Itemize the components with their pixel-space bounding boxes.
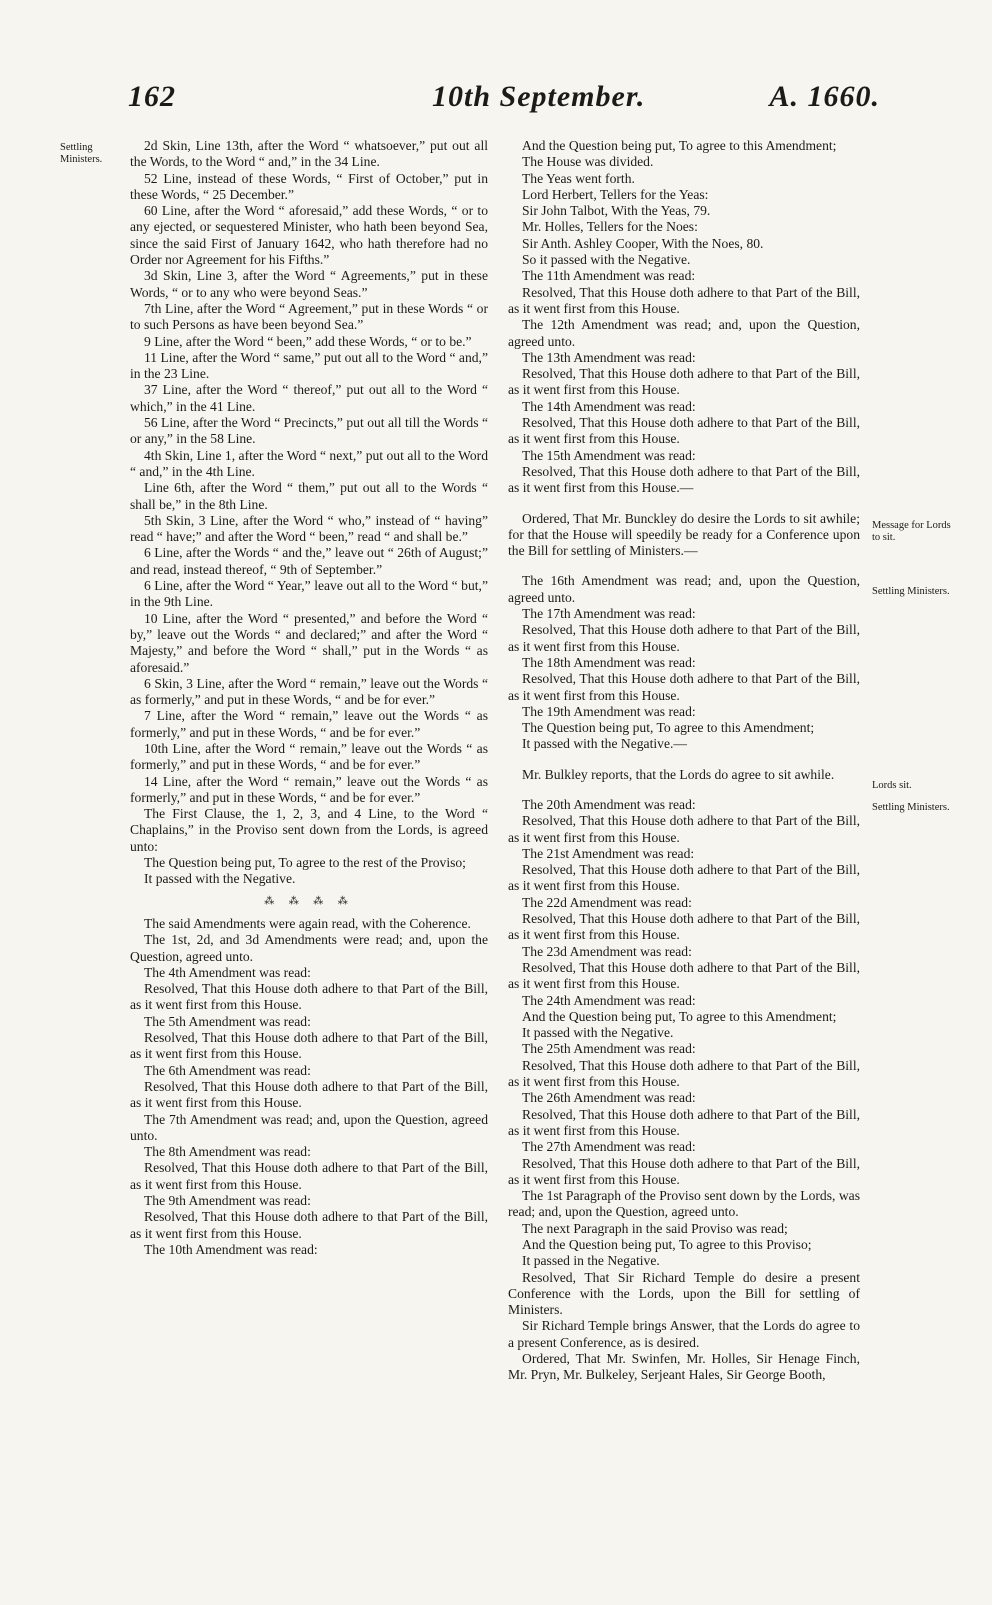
paragraph: 37 Line, after the Word “ thereof,” put out all to the Word “ which,” in the 41 Line. <box>130 382 488 414</box>
paragraph: Resolved, That this House doth adhere to that Part of the Bill, as it went first from this House. <box>130 1209 488 1241</box>
paragraph: The First Clause, the 1, 2, 3, and 4 Line, to the Word “ Chaplains,” in the Proviso sent down from the Lords, is agreed unto: <box>130 806 488 854</box>
paragraph: The 23d Amendment was read: <box>522 943 692 959</box>
lords-report-paragraph: Mr. Bulkley reports, that the Lords do agree to sit awhile. <box>522 766 835 782</box>
paragraph: The 21st Amendment was read: <box>522 845 695 861</box>
paragraph: The 4th Amendment was read: <box>144 964 311 980</box>
paragraph: 5th Skin, 3 Line, after the Word “ who,” instead of “ having” read “ have;” and after the Word “ been,” read “ and shall be.” <box>130 512 488 545</box>
paragraph: Resolved, That this House doth adhere to that Part of the Bill, as it went first from this House. <box>508 1155 860 1187</box>
paragraph: Resolved, That this House doth adhere to that Part of the Bill, as it went first from this House. <box>508 284 860 316</box>
paragraph: Line 6th, after the Word “ them,” put out all to the Words “ shall be,” in the 8th Line. <box>130 480 488 512</box>
paragraph: The 17th Amendment was read: <box>522 606 696 622</box>
paragraph: Resolved, That this House doth adhere to that Part of the Bill, as it went first from this House. <box>508 813 860 845</box>
paragraph: The House was divided. <box>522 154 654 170</box>
paragraph: The next Paragraph in the said Proviso was read; <box>522 1220 788 1236</box>
paragraph: And the Question being put, To agree to this Amendment; <box>522 1008 837 1024</box>
paragraph: The 22d Amendment was read: <box>522 894 692 910</box>
margin-note-lords-sit: Lords sit. <box>872 780 912 791</box>
paragraph: It passed in the Negative. <box>522 1253 660 1269</box>
paragraph: 11 Line, after the Word “ same,” put out all to the Word “ and,” in the 23 Line. <box>130 349 488 382</box>
paragraph: 6 Line, after the Word “ Year,” leave out all to the Word “ but,” in the 9th Line. <box>130 578 488 610</box>
paragraph: Resolved, That this House doth adhere to that Part of the Bill, as it went first from this House. <box>508 622 860 654</box>
paragraph: The 6th Amendment was read: <box>144 1062 311 1078</box>
paragraph: The 7th Amendment was read; and, upon the Question, agreed unto. <box>130 1111 488 1143</box>
paragraph: And the Question being put, To agree to this Proviso; <box>522 1237 812 1252</box>
paragraph: The said Amendments were again read, with the Coherence. <box>144 915 471 931</box>
tellers-row: Sir Anth. Ashley Cooper, With the Noes, 80. <box>522 235 764 251</box>
paragraph: The Question being put, To agree to the rest of the Proviso; <box>144 855 466 871</box>
paragraph: The 25th Amendment was read: <box>522 1041 696 1057</box>
paragraph: 52 Line, instead of these Words, “ First of October,” put in these Words, “ 25 December.” <box>130 170 488 202</box>
paragraph: 9 Line, after the Word “ been,” add these Words, “ or to be.” <box>144 333 472 349</box>
paragraph: The 11th Amendment was read: <box>522 268 696 284</box>
message-paragraph: Ordered, That Mr. Bunckley do desire the Lords to sit awhile; for that the House will speedily be ready for a Conference upon the Bill for settling of Ministers.— <box>508 510 860 559</box>
paragraph: Resolved, That Sir Richard Temple do desire a present Conference with the Lords, upon the Bill for settling of Ministers. <box>508 1269 860 1318</box>
paragraph: Resolved, That this House doth adhere to that Part of the Bill, as it went first from this House. <box>508 415 860 447</box>
page-year: A. 1660. <box>769 80 880 113</box>
paragraph: The 13th Amendment was read: <box>522 349 696 365</box>
paragraph: It passed with the Negative. <box>144 871 296 887</box>
page-header <box>120 80 880 124</box>
paragraph: Resolved, That this House doth adhere to that Part of the Bill, as it went first from this House. <box>130 1030 488 1062</box>
paragraph: 60 Line, after the Word “ aforesaid,” add these Words, “ or to any ejected, or sequestered Minister, who hath been beyond Sea, since the said First of January 1642, who hath therefore had no Order nor Agreement for his Fifths.” <box>130 203 488 268</box>
paragraph: Resolved, That this House doth adhere to that Part of the Bill, as it went first from this House. <box>508 671 860 703</box>
paragraph: The 16th Amendment was read; and, upon the Question, agreed unto. <box>508 573 860 605</box>
paragraph: The 14th Amendment was read: <box>522 398 696 414</box>
paragraph: Resolved, That this House doth adhere to that Part of the Bill, as it went first from this House. <box>508 1057 860 1090</box>
paragraph: The 9th Amendment was read: <box>144 1193 311 1208</box>
paragraph: 10th Line, after the Word “ remain,” leave out the Words “ as formerly,” and put in these Words, “ and be for ever.” <box>130 740 488 773</box>
right-column <box>508 138 860 1384</box>
paragraph: 10 Line, after the Word “ presented,” and before the Word “ by,” leave out the Words “ and declared;” and after the Word “ Majesty,” and before the Word “ shall,” put in the Words “ as aforesaid.” <box>130 610 488 675</box>
paragraph: The 20th Amendment was read: <box>522 796 696 812</box>
paragraph: The 24th Amendment was read: <box>522 992 696 1008</box>
paragraph: The 27th Amendment was read: <box>522 1139 696 1155</box>
paragraph: 3d Skin, Line 3, after the Word “ Agreements,” put in these Words, “ or to any who were beyond Seas.” <box>130 268 488 300</box>
tellers-row: Lord Herbert, Tellers for the Yeas: <box>522 186 709 202</box>
paragraph: So it passed with the Negative. <box>522 252 691 268</box>
left-column <box>130 138 488 1258</box>
margin-note-message: Message for Lords to sit. <box>872 520 951 543</box>
paragraph: Resolved, That this House doth adhere to that Part of the Bill, as it went first from this House. <box>130 981 488 1013</box>
page-number: 162 <box>128 80 176 113</box>
paragraph: Resolved, That this House doth adhere to that Part of the Bill, as it went first from this House.— <box>508 463 860 496</box>
paragraph: 4th Skin, Line 1, after the Word “ next,” put out all to the Word “ and,” in the 4th Line. <box>130 447 488 479</box>
paragraph: 56 Line, after the Word “ Precincts,” put out all till the Words “ or any,” in the 58 Line. <box>130 415 488 447</box>
paragraph: Resolved, That this House doth adhere to that Part of the Bill, as it went first from this House. <box>508 366 860 398</box>
paragraph: The 18th Amendment was read: <box>522 654 696 670</box>
paragraph: The 15th Amendment was read: <box>522 447 696 463</box>
paragraph: And the Question being put, To agree to this Amendment; <box>522 138 837 153</box>
paragraph: Resolved, That this House doth adhere to that Part of the Bill, as it went first from this House. <box>130 1160 488 1192</box>
page-date: 10th September. <box>432 80 646 113</box>
paragraph: 7 Line, after the Word “ remain,” leave out the Words “ as formerly,” and put in these Words, “ and be for ever.” <box>130 708 488 740</box>
paragraph: The 1st Paragraph of the Proviso sent down by the Lords, was read; and, upon the Question, agreed unto. <box>508 1188 860 1220</box>
paragraph: Ordered, That Mr. Swinfen, Mr. Holles, Sir Henage Finch, Mr. Pryn, Mr. Bulkeley, Serjeant Hales, Sir George Booth, <box>508 1351 860 1383</box>
paragraph: It passed with the Negative. <box>522 1025 674 1041</box>
margin-note-settling: Settling Ministers. <box>872 802 950 813</box>
paragraph: 2d Skin, Line 13th, after the Word “ whatsoever,” put out all the Words, to the Word “ and,” in the 34 Line. <box>130 138 488 170</box>
section-separator: ⁂ ⁂ ⁂ ⁂ <box>264 895 354 907</box>
paragraph: 14 Line, after the Word “ remain,” leave out the Words “ as formerly,” and put in these Words, “ and be for ever.” <box>130 773 488 805</box>
paragraph: The Question being put, To agree to this Amendment; <box>522 720 815 736</box>
paragraph: 7th Line, after the Word “ Agreement,” put in these Words “ or to such Persons as have been beyond Sea.” <box>130 300 488 333</box>
paragraph: Sir Richard Temple brings Answer, that the Lords do agree to a present Conference, as is desired. <box>508 1318 860 1350</box>
paragraph: The 10th Amendment was read: <box>144 1241 318 1257</box>
margin-note-settling: Settling Ministers. <box>60 142 103 165</box>
paragraph: The 5th Amendment was read: <box>144 1013 311 1029</box>
paragraph: The 12th Amendment was read; and, upon the Question, agreed unto. <box>508 317 860 349</box>
paragraph: The 26th Amendment was read: <box>522 1090 696 1106</box>
paragraph: The 8th Amendment was read: <box>144 1144 311 1160</box>
tellers-row: Sir John Talbot, With the Yeas, 79. <box>522 203 711 219</box>
tellers-row: Mr. Holles, Tellers for the Noes: <box>522 219 698 235</box>
paragraph: 6 Skin, 3 Line, after the Word “ remain,” leave out the Words “ as formerly,” and put in these Words, “ and be for ever.” <box>130 675 488 708</box>
tellers-table <box>508 187 860 252</box>
paragraph: Resolved, That this House doth adhere to that Part of the Bill, as it went first from this House. <box>508 1106 860 1138</box>
paragraph: The 19th Amendment was read: <box>522 703 696 719</box>
paragraph: Resolved, That this House doth adhere to that Part of the Bill, as it went first from this House. <box>508 959 860 992</box>
margin-note-settling: Settling Ministers. <box>872 586 950 597</box>
paragraph: Resolved, That this House doth adhere to that Part of the Bill, as it went first from this House. <box>508 911 860 943</box>
paragraph: 6 Line, after the Words “ and the,” leave out “ 26th of August;” and read, instead thereof, “ 9th of September.” <box>130 545 488 577</box>
paragraph: Resolved, That this House doth adhere to that Part of the Bill, as it went first from this House. <box>508 862 860 894</box>
paragraph: It passed with the Negative.— <box>522 736 687 752</box>
paragraph: The Yeas went forth. <box>522 170 635 186</box>
paragraph: Resolved, That this House doth adhere to that Part of the Bill, as it went first from this House. <box>130 1078 488 1111</box>
paragraph: The 1st, 2d, and 3d Amendments were read; and, upon the Question, agreed unto. <box>130 932 488 964</box>
